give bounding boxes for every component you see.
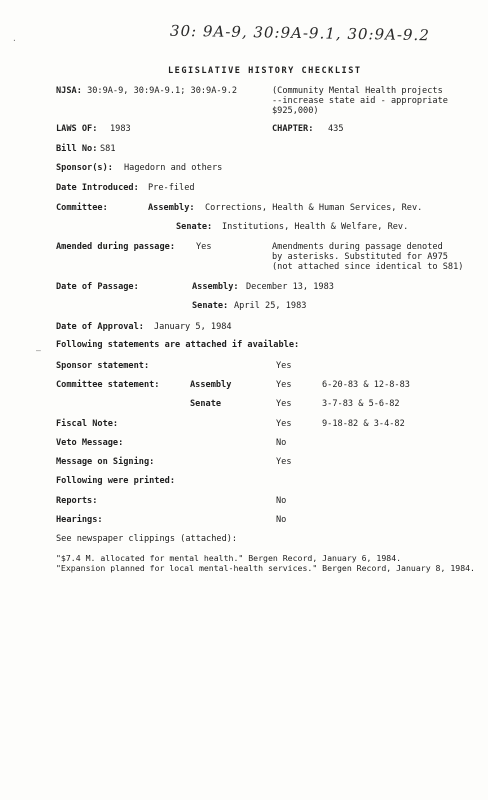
laws-of-value: 1983 [110, 124, 131, 134]
njsa-label: NJSA: [56, 86, 82, 96]
committee-statement-assembly-dates: 6-20-83 & 12-8-83 [322, 380, 410, 390]
committee-statement-senate-label: Senate [190, 399, 222, 409]
subject-line-3: $925,000) [272, 106, 319, 116]
committee-senate-value: Institutions, Health & Welfare, Rev. [222, 222, 409, 232]
following-attached-heading: Following statements are attached if available: [56, 340, 300, 350]
scan-mark: · [12, 36, 17, 45]
committee-assembly-value: Corrections, Health & Human Services, Rev. [205, 203, 423, 213]
committee-assembly-label: Assembly: [148, 203, 195, 213]
following-printed-heading: Following were printed: [56, 476, 175, 486]
committee-statement-assembly-label: Assembly [190, 380, 232, 390]
committee-label: Committee: [56, 203, 108, 213]
clipping-item: "Expansion planned for local mental-health services." Bergen Record, January 8, 1984. [56, 563, 475, 573]
committee-statement-assembly-value: Yes [276, 380, 292, 390]
message-on-signing-value: Yes [276, 457, 292, 467]
committee-statement-senate-value: Yes [276, 399, 292, 409]
chapter-label: CHAPTER: [272, 124, 314, 134]
committee-senate-label: Senate: [176, 222, 213, 232]
date-introduced-value: Pre-filed [148, 183, 195, 193]
hearings-value: No [276, 515, 287, 525]
sponsors-value: Hagedorn and others [124, 163, 223, 173]
amended-note-line-2: by asterisks. Substituted for A975 [272, 252, 448, 262]
page-title: LEGISLATIVE HISTORY CHECKLIST [168, 66, 362, 76]
veto-message-label: Veto Message: [56, 438, 124, 448]
chapter-value: 435 [328, 124, 344, 134]
amended-note-line-1: Amendments during passage denoted [272, 242, 443, 252]
fiscal-note-value: Yes [276, 419, 292, 429]
reports-value: No [276, 496, 287, 506]
laws-of-label: LAWS OF: [56, 124, 98, 134]
handwritten-header: 30: 9A-9, 30:9A-9.1, 30:9A-9.2 [169, 21, 430, 45]
njsa-value: 30:9A-9, 30:9A-9.1; 30:9A-9.2 [87, 86, 238, 96]
date-introduced-label: Date Introduced: [56, 183, 139, 193]
date-of-approval-value: January 5, 1984 [154, 322, 232, 332]
hearings-label: Hearings: [56, 515, 103, 525]
subject-line-2: --increase state aid - appropriate [272, 96, 448, 106]
veto-message-value: No [276, 438, 287, 448]
sponsor-statement-value: Yes [276, 361, 292, 371]
date-of-passage-label: Date of Passage: [56, 282, 139, 292]
passage-assembly-value: December 13, 1983 [246, 282, 334, 292]
fiscal-note-label: Fiscal Note: [56, 419, 119, 429]
clippings-note: See newspaper clippings (attached): [56, 534, 238, 544]
subject-line-1: (Community Mental Health projects [272, 86, 443, 96]
bill-no-value: S81 [100, 144, 116, 154]
sponsors-label: Sponsor(s): [56, 163, 113, 173]
passage-senate-label: Senate: [192, 301, 229, 311]
passage-assembly-label: Assembly: [192, 282, 239, 292]
passage-senate-value: April 25, 1983 [234, 301, 307, 311]
committee-statement-senate-dates: 3-7-83 & 5-6-82 [322, 399, 400, 409]
reports-label: Reports: [56, 496, 98, 506]
amended-value: Yes [196, 242, 212, 252]
fiscal-note-dates: 9-18-82 & 3-4-82 [322, 419, 405, 429]
date-of-approval-label: Date of Approval: [56, 322, 144, 332]
amended-label: Amended during passage: [56, 242, 175, 252]
njsa-row [56, 86, 237, 97]
scan-mark: – [36, 346, 41, 355]
amended-note-line-3: (not attached since identical to S81) [272, 262, 464, 272]
clipping-item: "$7.4 M. allocated for mental health." Bergen Record, January 6, 1984. [56, 553, 402, 563]
bill-no-label: Bill No: [56, 144, 98, 154]
committee-statement-label: Committee statement: [56, 380, 160, 390]
message-on-signing-label: Message on Signing: [56, 457, 155, 467]
sponsor-statement-label: Sponsor statement: [56, 361, 150, 371]
